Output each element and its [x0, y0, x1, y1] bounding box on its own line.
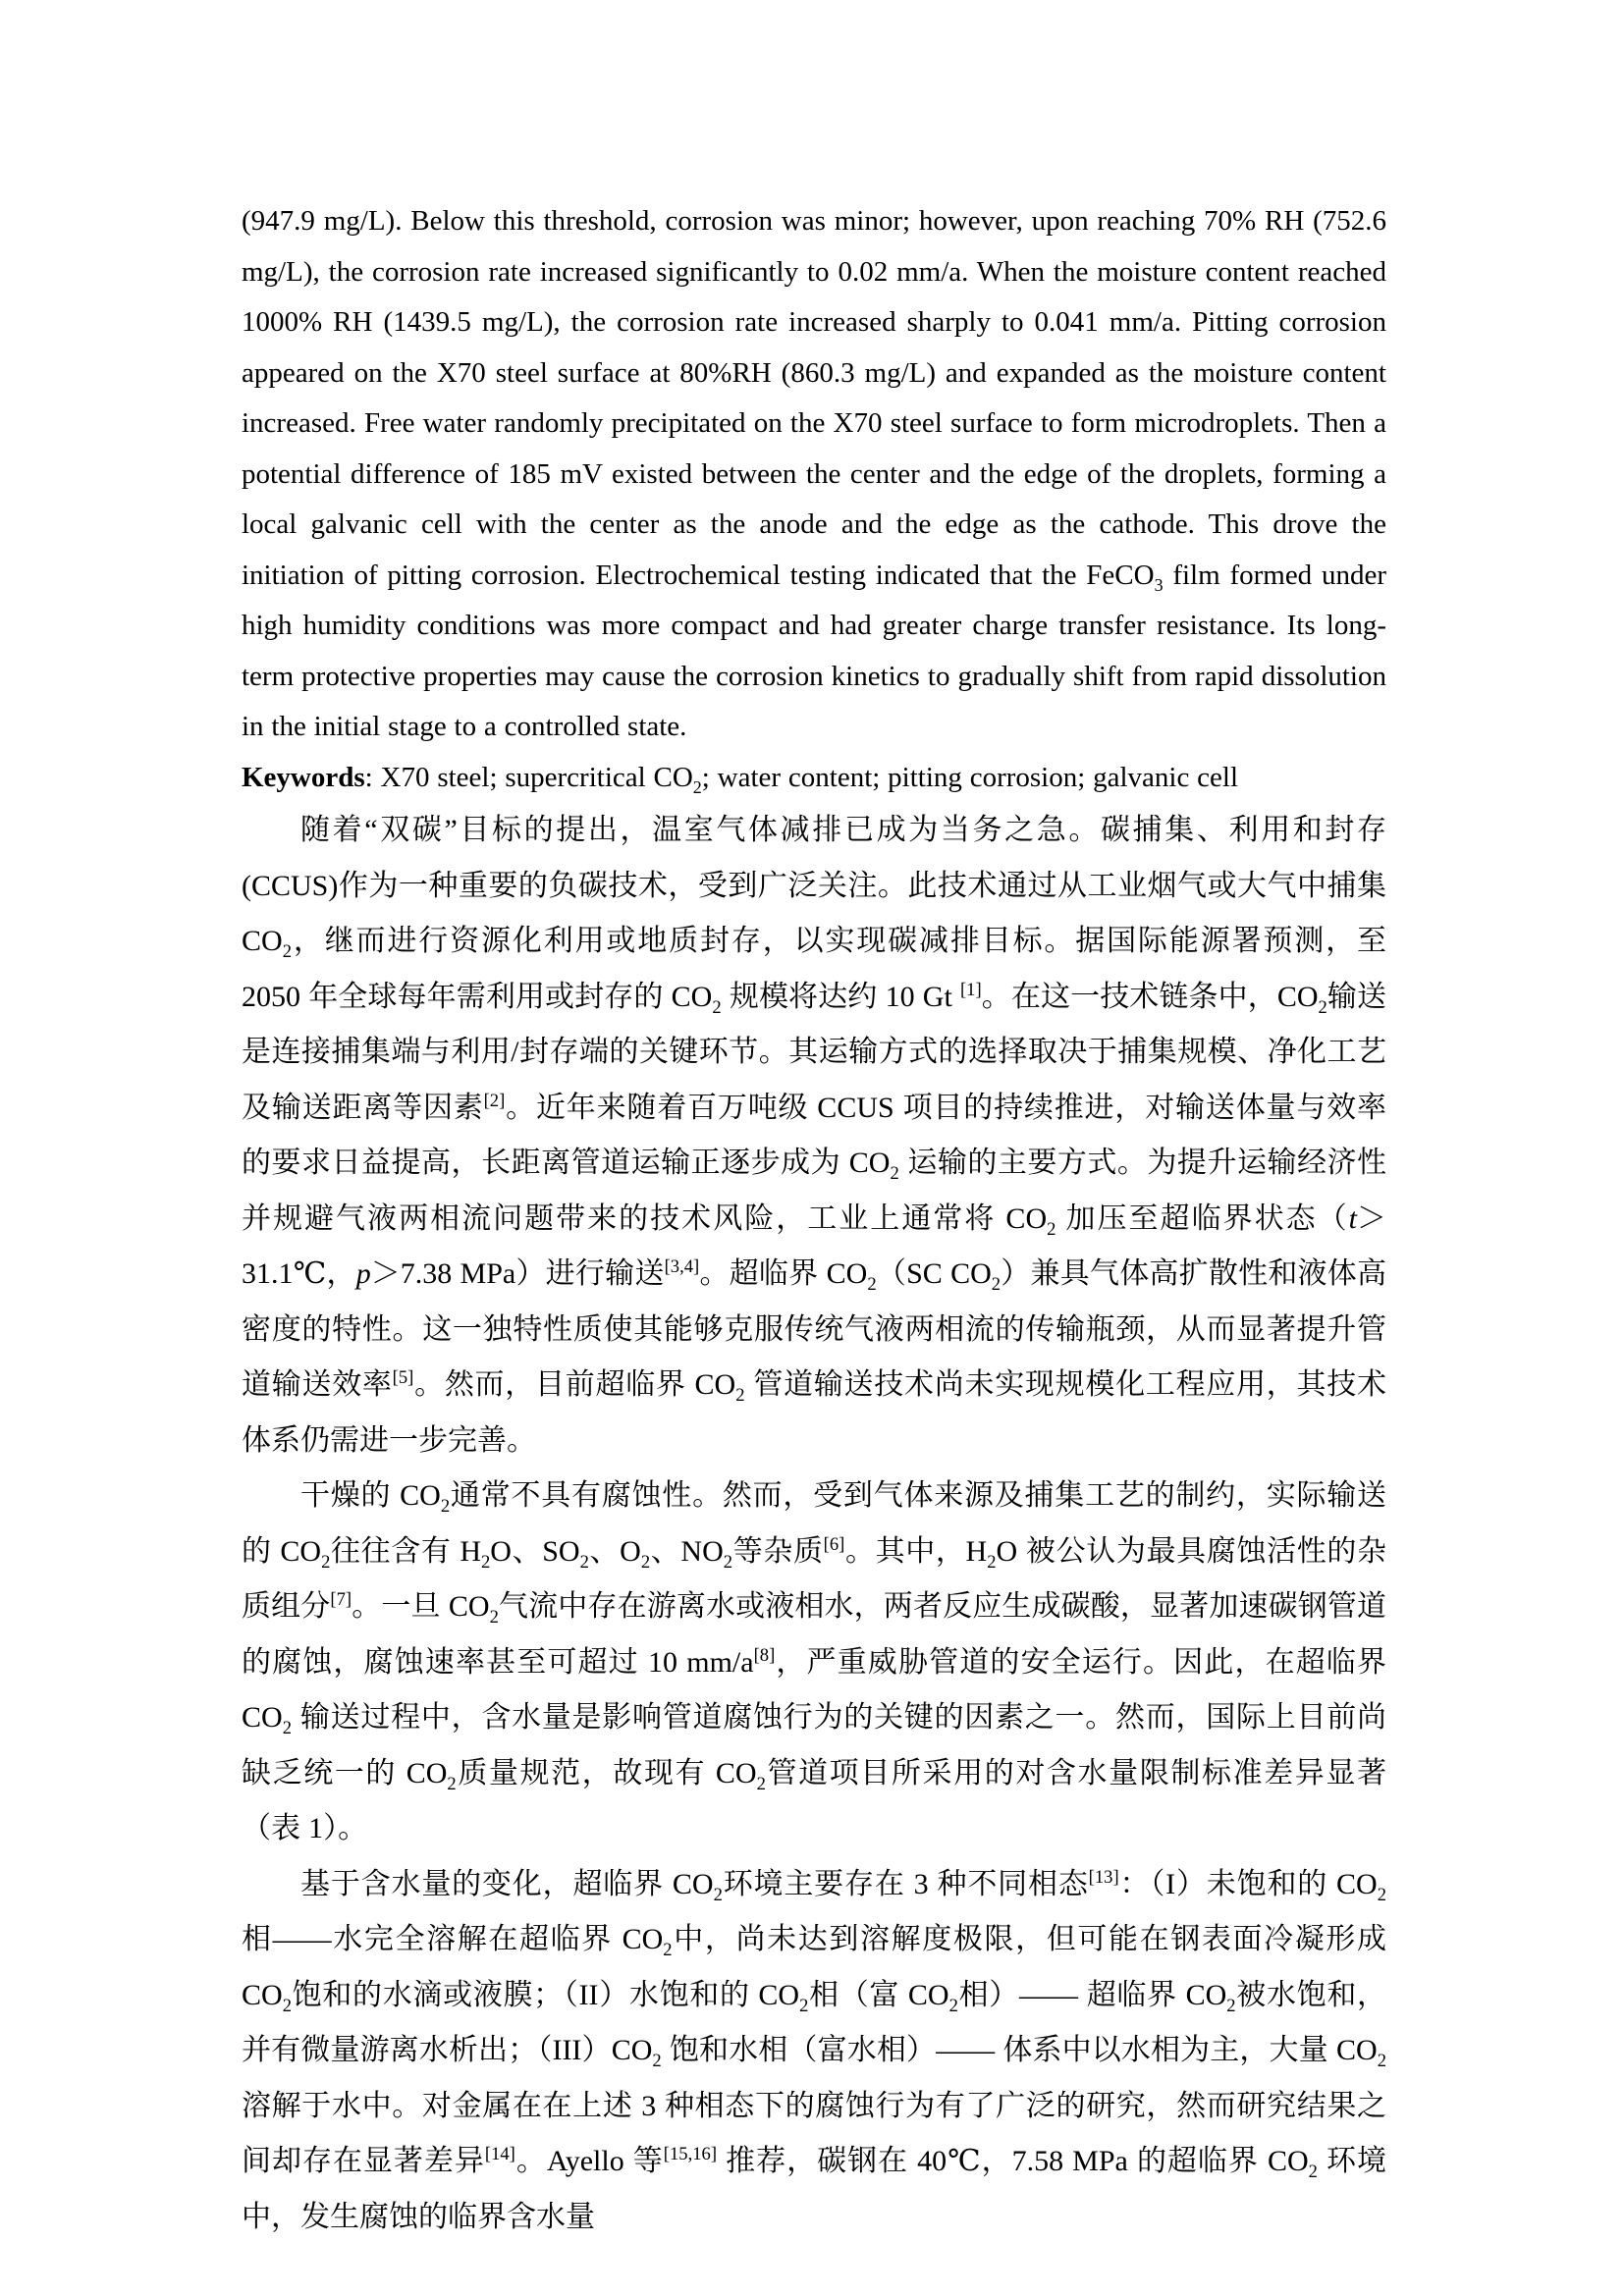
cn-paragraph-ccus-intro-run-4: 规模将达约 10 Gt	[721, 980, 960, 1013]
cn-paragraph-water-impurity-run-28: 管道项目所采用的对含水量限制标准差异显著（表 1）。	[242, 1756, 1386, 1844]
cn-paragraph-ccus-intro-run-28: 管道输送技术尚未实现规模化工程应用，其技术体系仍需进一步完善。	[242, 1368, 1386, 1457]
cn-paragraph-phase-states-run-24: 推荐，碳钢在 40℃，7.58 MPa 的超临界 CO	[717, 2145, 1309, 2177]
cn-paragraph-ccus-intro-run-22: （SC CO	[876, 1257, 992, 1290]
cn-paragraph-phase-states-run-12: 相（富 CO	[808, 1978, 949, 2011]
cn-paragraph-ccus-intro-run-1: 2	[282, 941, 292, 962]
cn-paragraph-phase-states-run-9: 2	[282, 1995, 292, 2016]
cn-paragraph-ccus-intro-run-15: t	[1348, 1201, 1357, 1235]
keywords-line	[242, 753, 1386, 804]
cn-paragraph-phase-states-run-21: [14]	[484, 2144, 515, 2164]
cn-paragraph-water-impurity-run-4: 往往含有 H	[330, 1534, 481, 1568]
cn-paragraph-phase-states-run-25: 2	[1308, 2162, 1318, 2182]
cn-paragraph-water-impurity-run-19: 2	[489, 1607, 499, 1628]
cn-paragraph-phase-states-run-2: 环境主要存在 3 种不同相态	[722, 1867, 1089, 1900]
cn-paragraph-phase-states-run-0: 基于含水量的变化，超临界 CO	[300, 1867, 714, 1900]
cn-paragraph-phase-states-run-23: [15,16]	[663, 2144, 718, 2164]
cn-paragraph-phase-states-run-5: 2	[1377, 1884, 1387, 1905]
cn-paragraph-water-impurity-run-15: 2	[987, 1551, 997, 1573]
cn-paragraph-ccus-intro-run-9: [2]	[483, 1090, 506, 1111]
cn-paragraph-water-impurity-run-12: 等杂质	[732, 1534, 824, 1568]
cn-paragraph-water-impurity-run-16: O 被公认为最具腐蚀活性的杂质组分	[242, 1534, 1387, 1623]
cn-paragraph-ccus-intro-run-7: 2	[1318, 996, 1327, 1018]
cn-paragraph-water-impurity-run-21: [8]	[753, 1644, 776, 1666]
cn-paragraph-phase-states-run-15: 2	[1226, 1995, 1236, 2016]
cn-paragraph-ccus-intro-run-25: [5]	[392, 1367, 414, 1388]
abstract-continued-paragraph-run-0: (947.9 mg/L). Below this threshold, corrosion was minor; however, upon reaching 70% RH (752.6 mg/L), the corrosion rate increased significantly to 0.02 mm/a. When the moisture content reached 1000% RH (1439.5 mg/L), the corrosion rate increased sharply to 0.041 mm/a. Pitting corrosion appeared on the X70 steel surface at 80%RH (860.3 mg/L) and expanded as the moisture content increased. Free water randomly precipitated on the X70 steel surface to form microdroplets. Then a potential difference of 185 mV existed between the center and the edge of the droplets, forming a local galvanic cell with the center as the anode and the edge as the cathode. This drove the initiation of pitting corrosion. Electrochemical testing indicated that the FeCO	[242, 205, 1386, 591]
cn-paragraph-water-impurity-run-25: 2	[447, 1773, 457, 1794]
cn-paragraph-water-impurity-run-3: 2	[321, 1551, 331, 1573]
cn-paragraph-ccus-intro-run-27: 2	[735, 1385, 745, 1406]
cn-paragraph-phase-states-run-11: 2	[799, 1995, 809, 2016]
cn-paragraph-water-impurity-run-26: 质量规范，故现有 CO	[456, 1756, 757, 1789]
cn-paragraph-phase-states-run-26: 环境中，发生腐蚀的临界含水量	[242, 2145, 1387, 2233]
cn-paragraph-phase-states-run-7: 2	[663, 1940, 673, 1960]
cn-paragraph-water-impurity-run-17: [7]	[330, 1589, 352, 1610]
cn-paragraph-water-impurity-run-11: 2	[723, 1551, 733, 1573]
cn-paragraph-ccus-intro-run-21: 2	[867, 1274, 877, 1295]
cn-paragraph-ccus-intro-run-17: p	[355, 1257, 371, 1290]
cn-paragraph-phase-states-run-16: 被水饱和，并有微量游离水析出；（III）CO	[242, 1978, 1387, 2066]
cn-paragraph-water-impurity-run-2: 通常不具有腐蚀性。然而，受到气体来源及捕集工艺的制约，实际输送的 CO	[242, 1479, 1387, 1568]
cn-paragraph-phase-states-run-10: 饱和的水滴或液膜；（II）水饱和的 CO	[291, 1978, 800, 2011]
cn-paragraph-ccus-intro	[242, 803, 1386, 1468]
cn-paragraph-phase-states-run-3: [13]	[1088, 1866, 1119, 1888]
cn-paragraph-phase-states-run-14: 相）—— 超临界 CO	[957, 1978, 1227, 2011]
cn-paragraph-phase-states-run-22: 。Ayello 等	[514, 2145, 664, 2177]
cn-paragraph-water-impurity-run-20: 气流中存在游离水或液相水，两者反应生成碳酸，显著加速碳钢管道的腐蚀，腐蚀速率甚至可超过 10 mm/a	[242, 1590, 1387, 1679]
cn-paragraph-phase-states-run-18: 饱和水相（富水相）—— 体系中以水相为主，大量 CO	[661, 2034, 1378, 2066]
cn-paragraph-water-impurity-run-22: ，严重威胁管道的安全运行。因此，在超临界 CO	[242, 1645, 1386, 1734]
keywords-line-run-1: : X70 steel; supercritical CO	[364, 761, 693, 793]
cn-paragraph-phase-states-run-4: ：（I）未饱和的 CO	[1118, 1867, 1378, 1900]
cn-paragraph-ccus-intro-run-2: ，继而进行资源化利用或地质封存，以实现碳减排目标。据国际能源署预测，至 2050 年全球每年需利用或封存的 CO	[242, 925, 1386, 1013]
cn-paragraph-phase-states-run-20: 溶解于水中。对金属在在上述 3 种相态下的腐蚀行为有了广泛的研究，然而研究结果之间却存在显著差异	[242, 2089, 1386, 2177]
abstract-continued-paragraph-run-1: 3	[1154, 574, 1164, 595]
cn-paragraph-ccus-intro-run-0: 随着“双碳”目标的提出，温室气体减排已成为当务之急。碳捕集、利用和封存(CCUS)作为一种重要的负碳技术，受到广泛关注。此技术通过从工业烟气或大气中捕集 CO	[242, 814, 1386, 957]
cn-paragraph-phase-states-run-19: 2	[1377, 2051, 1386, 2071]
cn-paragraph-water-impurity-run-0: 干燥的 CO	[300, 1479, 441, 1512]
cn-paragraph-ccus-intro-run-10: 。近年来随着百万吨级 CCUS 项目的持续推进，对输送体量与效率的要求日益提高，长距离管道运输正逐步成为 CO	[242, 1091, 1386, 1179]
cn-paragraph-water-impurity-run-14: 。其中，H	[844, 1534, 988, 1568]
cn-paragraph-water-impurity-run-24: 输送过程中，含水量是影响管道腐蚀行为的关键的因素之一。然而，国际上目前尚缺乏统一的 CO	[242, 1701, 1386, 1789]
cn-paragraph-ccus-intro-run-20: 。超临界 CO	[699, 1257, 868, 1290]
abstract-continued-paragraph-run-2: film formed under high humidity conditions was more compact and had greater charge transfer resistance. Its long-term protective properties may cause the corrosion kinetics to gradually shift from rapid dissolution in the initial stage to a controlled state.	[242, 559, 1386, 742]
cn-paragraph-ccus-intro-run-11: 2	[890, 1163, 899, 1184]
cn-paragraph-phase-states-run-1: 2	[713, 1884, 723, 1905]
cn-paragraph-ccus-intro-run-6: 。在这一技术链条中，CO	[981, 980, 1319, 1013]
cn-paragraph-water-impurity-run-8: 、O	[588, 1534, 641, 1568]
cn-paragraph-ccus-intro-run-12: 运输的主要方式。为提升运输经济性并规避气液两相流问题带来的技术风险，工业上通常将 CO	[242, 1147, 1386, 1235]
cn-paragraph-phase-states	[242, 1857, 1386, 2246]
keywords-line-run-0: Keywords	[242, 761, 365, 793]
cn-paragraph-water-impurity-run-7: 2	[579, 1551, 589, 1573]
cn-paragraph-water-impurity-run-23: 2	[282, 1718, 292, 1738]
cn-paragraph-ccus-intro-run-19: [3,4]	[664, 1256, 700, 1277]
cn-paragraph-phase-states-run-6: 相——水完全溶解在超临界 CO	[242, 1923, 664, 1955]
cn-paragraph-ccus-intro-run-16: ＞31.1℃，	[242, 1201, 1386, 1290]
cn-paragraph-ccus-intro-run-26: 。然而，目前超临界 CO	[413, 1368, 736, 1401]
cn-paragraph-water-impurity-run-13: [6]	[823, 1533, 845, 1555]
cn-paragraph-ccus-intro-run-23: 2	[991, 1274, 1001, 1295]
cn-paragraph-ccus-intro-run-8: 输送是连接捕集端与利用/封存端的关键环节。其运输方式的选择取决于捕集规模、净化工艺及输送距离等因素	[242, 980, 1387, 1124]
document-body	[242, 196, 1386, 2245]
cn-paragraph-ccus-intro-run-24: ）兼具气体高扩散性和液体高密度的特性。这一独特性质使其能够克服传统气液两相流的传输瓶颈，从而显著提升管道输送效率	[242, 1257, 1386, 1401]
cn-paragraph-phase-states-run-13: 2	[948, 1995, 958, 2016]
keywords-line-run-2: 2	[692, 776, 702, 797]
cn-paragraph-water-impurity-run-18: 。一旦 CO	[352, 1590, 490, 1623]
cn-paragraph-water-impurity-run-5: 2	[480, 1551, 491, 1573]
keywords-line-run-3: ; water content; pitting corrosion; galvanic cell	[701, 761, 1239, 793]
abstract-continued-paragraph	[242, 196, 1386, 753]
cn-paragraph-ccus-intro-run-14: 加压至超临界状态（	[1056, 1201, 1349, 1235]
cn-paragraph-water-impurity-run-9: 2	[640, 1551, 651, 1573]
cn-paragraph-water-impurity	[242, 1468, 1386, 1857]
cn-paragraph-water-impurity-run-27: 2	[756, 1773, 766, 1794]
cn-paragraph-ccus-intro-run-3: 2	[712, 996, 722, 1018]
cn-paragraph-water-impurity-run-1: 2	[440, 1496, 451, 1517]
cn-paragraph-water-impurity-run-10: 、NO	[650, 1534, 724, 1568]
cn-paragraph-ccus-intro-run-13: 2	[1047, 1218, 1056, 1240]
cn-paragraph-phase-states-run-8: 中，尚未达到溶解度极限，但可能在钢表面冷凝形成 CO	[242, 1923, 1386, 2011]
cn-paragraph-ccus-intro-run-5: [1]	[959, 979, 982, 1000]
cn-paragraph-phase-states-run-17: 2	[652, 2051, 662, 2071]
cn-paragraph-ccus-intro-run-18: ＞7.38 MPa）进行输送	[370, 1257, 665, 1290]
cn-paragraph-water-impurity-run-6: O、SO	[490, 1534, 580, 1568]
